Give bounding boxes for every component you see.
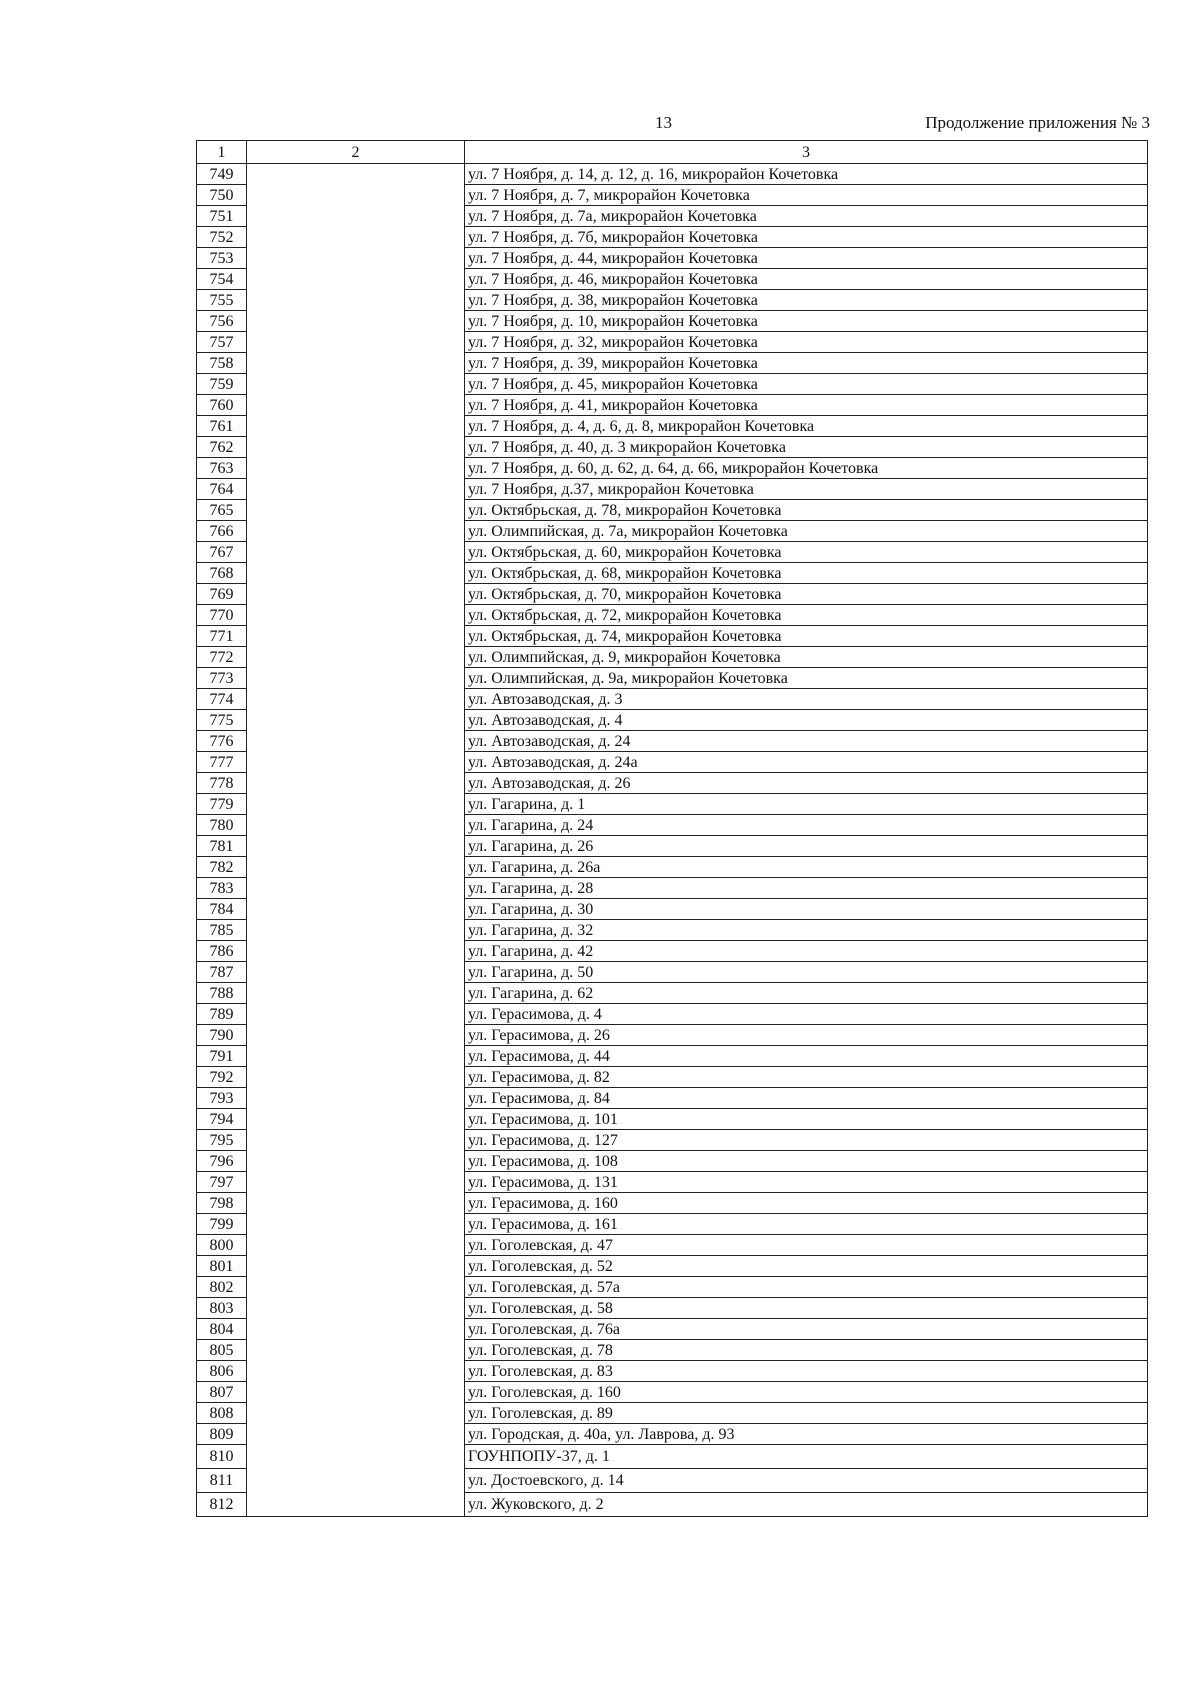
address-cell: ул. Октябрьская, д. 68, микрорайон Кочетовка <box>465 563 1148 584</box>
address-cell: ул. Герасимова, д. 160 <box>465 1193 1148 1214</box>
address-cell: ул. Автозаводская, д. 24 <box>465 731 1148 752</box>
row-number: 784 <box>197 899 247 920</box>
empty-cell <box>247 920 465 941</box>
row-number: 808 <box>197 1403 247 1424</box>
row-number: 756 <box>197 311 247 332</box>
empty-cell <box>247 668 465 689</box>
table-row <box>197 731 1148 752</box>
address-cell: ул. Октябрьская, д. 70, микрорайон Кочетовка <box>465 584 1148 605</box>
table-row <box>197 710 1148 731</box>
row-number: 759 <box>197 374 247 395</box>
address-cell: ул. 7 Ноября, д.37, микрорайон Кочетовка <box>465 479 1148 500</box>
empty-cell <box>247 1319 465 1340</box>
address-cell: ул. 7 Ноября, д. 46, микрорайон Кочетовка <box>465 269 1148 290</box>
empty-cell <box>247 500 465 521</box>
address-cell: ул. Октябрьская, д. 60, микрорайон Кочетовка <box>465 542 1148 563</box>
empty-cell <box>247 1445 465 1469</box>
empty-cell <box>247 1469 465 1493</box>
row-number: 790 <box>197 1025 247 1046</box>
row-number: 757 <box>197 332 247 353</box>
table-row <box>197 416 1148 437</box>
empty-cell <box>247 1298 465 1319</box>
address-cell: ул. Герасимова, д. 4 <box>465 1004 1148 1025</box>
row-number: 803 <box>197 1298 247 1319</box>
row-number: 796 <box>197 1151 247 1172</box>
empty-cell <box>247 584 465 605</box>
table-row <box>197 227 1148 248</box>
row-number: 810 <box>197 1445 247 1469</box>
row-number: 795 <box>197 1130 247 1151</box>
address-cell: ул. Гоголевская, д. 160 <box>465 1382 1148 1403</box>
table-row <box>197 1382 1148 1403</box>
empty-cell <box>247 1172 465 1193</box>
table-row <box>197 983 1148 1004</box>
row-number: 758 <box>197 353 247 374</box>
table-row <box>197 311 1148 332</box>
empty-cell <box>247 941 465 962</box>
row-number: 765 <box>197 500 247 521</box>
address-cell: ул. Гоголевская, д. 78 <box>465 1340 1148 1361</box>
table-row <box>197 1445 1148 1469</box>
table-row <box>197 1025 1148 1046</box>
address-cell: ул. 7 Ноября, д. 38, микрорайон Кочетовка <box>465 290 1148 311</box>
address-cell: ул. Автозаводская, д. 4 <box>465 710 1148 731</box>
row-number: 809 <box>197 1424 247 1445</box>
row-number: 763 <box>197 458 247 479</box>
empty-cell <box>247 794 465 815</box>
table-row <box>197 920 1148 941</box>
table-row <box>197 248 1148 269</box>
table-row <box>197 1130 1148 1151</box>
table-row <box>197 836 1148 857</box>
empty-cell <box>247 479 465 500</box>
row-number: 800 <box>197 1235 247 1256</box>
empty-cell <box>247 731 465 752</box>
empty-cell <box>247 710 465 731</box>
address-cell: ул. Достоевского, д. 14 <box>465 1469 1148 1493</box>
row-number: 811 <box>197 1469 247 1493</box>
address-cell: ул. Гоголевская, д. 57а <box>465 1277 1148 1298</box>
row-number: 797 <box>197 1172 247 1193</box>
address-cell: ул. Олимпийская, д. 9, микрорайон Кочетовка <box>465 647 1148 668</box>
row-number: 806 <box>197 1361 247 1382</box>
empty-cell <box>247 983 465 1004</box>
row-number: 750 <box>197 185 247 206</box>
empty-cell <box>247 1025 465 1046</box>
address-cell: ул. Гагарина, д. 24 <box>465 815 1148 836</box>
empty-cell <box>247 437 465 458</box>
table-row <box>197 647 1148 668</box>
table-row <box>197 1340 1148 1361</box>
address-cell: ул. 7 Ноября, д. 4, д. 6, д. 8, микрорайон Кочетовка <box>465 416 1148 437</box>
table-row <box>197 458 1148 479</box>
appendix-continuation-note: Продолжение приложения № 3 <box>925 113 1150 132</box>
address-cell: ул. 7 Ноября, д. 7, микрорайон Кочетовка <box>465 185 1148 206</box>
row-number: 749 <box>197 164 247 185</box>
address-cell: ул. Гоголевская, д. 47 <box>465 1235 1148 1256</box>
table-row <box>197 1256 1148 1277</box>
address-cell: ул. Гагарина, д. 42 <box>465 941 1148 962</box>
address-cell: ул. Автозаводская, д. 3 <box>465 689 1148 710</box>
address-cell: ул. Гоголевская, д. 76а <box>465 1319 1148 1340</box>
address-table <box>196 140 1148 1517</box>
empty-cell <box>247 605 465 626</box>
row-number: 764 <box>197 479 247 500</box>
table-row <box>197 773 1148 794</box>
row-number: 769 <box>197 584 247 605</box>
row-number: 753 <box>197 248 247 269</box>
empty-cell <box>247 626 465 647</box>
empty-cell <box>247 1151 465 1172</box>
table-row <box>197 563 1148 584</box>
row-number: 789 <box>197 1004 247 1025</box>
address-cell: ул. Жуковского, д. 2 <box>465 1493 1148 1517</box>
address-cell: ул. Октябрьская, д. 74, микрорайон Кочетовка <box>465 626 1148 647</box>
address-cell: ул. Гоголевская, д. 58 <box>465 1298 1148 1319</box>
empty-cell <box>247 1235 465 1256</box>
empty-cell <box>247 563 465 584</box>
row-number: 777 <box>197 752 247 773</box>
row-number: 752 <box>197 227 247 248</box>
empty-cell <box>247 1109 465 1130</box>
table-row <box>197 1235 1148 1256</box>
address-cell: ул. 7 Ноября, д. 39, микрорайон Кочетовка <box>465 353 1148 374</box>
empty-cell <box>247 290 465 311</box>
empty-cell <box>247 395 465 416</box>
empty-cell <box>247 899 465 920</box>
address-cell: ул. Олимпийская, д. 9а, микрорайон Кочетовка <box>465 668 1148 689</box>
address-cell: ул. Герасимова, д. 82 <box>465 1067 1148 1088</box>
row-number: 799 <box>197 1214 247 1235</box>
row-number: 788 <box>197 983 247 1004</box>
table-row <box>197 269 1148 290</box>
address-cell: ул. Герасимова, д. 26 <box>465 1025 1148 1046</box>
empty-cell <box>247 1130 465 1151</box>
empty-cell <box>247 353 465 374</box>
table-row <box>197 1361 1148 1382</box>
address-cell: ул. Гагарина, д. 26 <box>465 836 1148 857</box>
table-row <box>197 1403 1148 1424</box>
table-row <box>197 1277 1148 1298</box>
empty-cell <box>247 206 465 227</box>
empty-cell <box>247 1193 465 1214</box>
address-cell: ул. Герасимова, д. 101 <box>465 1109 1148 1130</box>
table-row <box>197 290 1148 311</box>
row-number: 751 <box>197 206 247 227</box>
table-row <box>197 353 1148 374</box>
row-number: 812 <box>197 1493 247 1517</box>
empty-cell <box>247 773 465 794</box>
empty-cell <box>247 1277 465 1298</box>
table-row <box>197 584 1148 605</box>
empty-cell <box>247 542 465 563</box>
empty-cell <box>247 752 465 773</box>
address-cell: ул. 7 Ноября, д. 41, микрорайон Кочетовка <box>465 395 1148 416</box>
row-number: 783 <box>197 878 247 899</box>
row-number: 779 <box>197 794 247 815</box>
table-row <box>197 374 1148 395</box>
row-number: 762 <box>197 437 247 458</box>
empty-cell <box>247 1256 465 1277</box>
row-number: 785 <box>197 920 247 941</box>
address-cell: ул. 7 Ноября, д. 44, микрорайон Кочетовка <box>465 248 1148 269</box>
address-cell: ул. Октябрьская, д. 78, микрорайон Кочетовка <box>465 500 1148 521</box>
row-number: 767 <box>197 542 247 563</box>
empty-cell <box>247 1088 465 1109</box>
table-row <box>197 1298 1148 1319</box>
address-cell: ул. 7 Ноября, д. 40, д. 3 микрорайон Кочетовка <box>465 437 1148 458</box>
row-number: 792 <box>197 1067 247 1088</box>
row-number: 805 <box>197 1340 247 1361</box>
table-row <box>197 815 1148 836</box>
empty-cell <box>247 227 465 248</box>
empty-cell <box>247 647 465 668</box>
address-cell: ул. Гагарина, д. 26а <box>465 857 1148 878</box>
table-row <box>197 1067 1148 1088</box>
table-row <box>197 395 1148 416</box>
address-cell: ул. Городская, д. 40а, ул. Лаврова, д. 93 <box>465 1424 1148 1445</box>
empty-cell <box>247 1493 465 1517</box>
table-row <box>197 1088 1148 1109</box>
table-row <box>197 962 1148 983</box>
address-cell: ул. Олимпийская, д. 7а, микрорайон Кочетовка <box>465 521 1148 542</box>
row-number: 773 <box>197 668 247 689</box>
table-row <box>197 1193 1148 1214</box>
row-number: 798 <box>197 1193 247 1214</box>
row-number: 793 <box>197 1088 247 1109</box>
row-number: 791 <box>197 1046 247 1067</box>
table-row <box>197 668 1148 689</box>
address-cell: ул. Герасимова, д. 108 <box>465 1151 1148 1172</box>
empty-cell <box>247 1340 465 1361</box>
address-table-body <box>197 141 1148 1517</box>
row-number: 786 <box>197 941 247 962</box>
address-cell: ул. Гагарина, д. 30 <box>465 899 1148 920</box>
row-number: 766 <box>197 521 247 542</box>
table-row <box>197 1046 1148 1067</box>
table-row <box>197 1493 1148 1517</box>
empty-cell <box>247 332 465 353</box>
table-row <box>197 521 1148 542</box>
row-number: 778 <box>197 773 247 794</box>
address-cell: ул. 7 Ноября, д. 45, микрорайон Кочетовка <box>465 374 1148 395</box>
table-row <box>197 941 1148 962</box>
table-row <box>197 164 1148 185</box>
address-cell: ул. Герасимова, д. 127 <box>465 1130 1148 1151</box>
table-row <box>197 206 1148 227</box>
address-cell: ул. Гоголевская, д. 89 <box>465 1403 1148 1424</box>
row-number: 768 <box>197 563 247 584</box>
address-cell: ул. Герасимова, д. 131 <box>465 1172 1148 1193</box>
page-number: 13 <box>655 113 672 132</box>
address-cell: ул. Герасимова, д. 161 <box>465 1214 1148 1235</box>
row-number: 774 <box>197 689 247 710</box>
row-number: 782 <box>197 857 247 878</box>
column-header-2: 2 <box>247 141 465 164</box>
row-number: 804 <box>197 1319 247 1340</box>
table-row <box>197 752 1148 773</box>
table-row <box>197 332 1148 353</box>
address-cell: ул. Автозаводская, д. 24а <box>465 752 1148 773</box>
row-number: 776 <box>197 731 247 752</box>
row-number: 802 <box>197 1277 247 1298</box>
row-number: 754 <box>197 269 247 290</box>
row-number: 794 <box>197 1109 247 1130</box>
table-row <box>197 1214 1148 1235</box>
empty-cell <box>247 185 465 206</box>
empty-cell <box>247 1424 465 1445</box>
empty-cell <box>247 416 465 437</box>
table-row <box>197 1469 1148 1493</box>
address-cell: ул. Гагарина, д. 1 <box>465 794 1148 815</box>
table-row <box>197 479 1148 500</box>
table-row <box>197 794 1148 815</box>
empty-cell <box>247 962 465 983</box>
empty-cell <box>247 1004 465 1025</box>
row-number: 781 <box>197 836 247 857</box>
address-cell: ул. 7 Ноября, д. 32, микрорайон Кочетовка <box>465 332 1148 353</box>
address-cell: ул. Октябрьская, д. 72, микрорайон Кочетовка <box>465 605 1148 626</box>
address-cell: ул. Гоголевская, д. 83 <box>465 1361 1148 1382</box>
address-cell: ул. Гагарина, д. 50 <box>465 962 1148 983</box>
row-number: 801 <box>197 1256 247 1277</box>
empty-cell <box>247 1361 465 1382</box>
empty-cell <box>247 878 465 899</box>
row-number: 770 <box>197 605 247 626</box>
table-row <box>197 626 1148 647</box>
empty-cell <box>247 374 465 395</box>
row-number: 772 <box>197 647 247 668</box>
address-cell: ул. 7 Ноября, д. 14, д. 12, д. 16, микрорайон Кочетовка <box>465 164 1148 185</box>
address-cell: ул. Гагарина, д. 32 <box>465 920 1148 941</box>
empty-cell <box>247 857 465 878</box>
address-cell: ул. 7 Ноября, д. 10, микрорайон Кочетовка <box>465 311 1148 332</box>
row-number: 780 <box>197 815 247 836</box>
empty-cell <box>247 269 465 290</box>
empty-cell <box>247 1214 465 1235</box>
address-cell: ул. Гагарина, д. 28 <box>465 878 1148 899</box>
empty-cell <box>247 248 465 269</box>
table-row <box>197 899 1148 920</box>
table-row <box>197 878 1148 899</box>
empty-cell <box>247 164 465 185</box>
table-row <box>197 542 1148 563</box>
empty-cell <box>247 815 465 836</box>
address-cell: ул. Гагарина, д. 62 <box>465 983 1148 1004</box>
row-number: 760 <box>197 395 247 416</box>
address-cell: ул. Герасимова, д. 84 <box>465 1088 1148 1109</box>
table-row <box>197 1004 1148 1025</box>
row-number: 775 <box>197 710 247 731</box>
column-header-1: 1 <box>197 141 247 164</box>
table-row <box>197 500 1148 521</box>
empty-cell <box>247 1046 465 1067</box>
table-row <box>197 1151 1148 1172</box>
row-number: 755 <box>197 290 247 311</box>
table-row <box>197 1319 1148 1340</box>
empty-cell <box>247 1382 465 1403</box>
row-number: 807 <box>197 1382 247 1403</box>
table-row <box>197 1109 1148 1130</box>
table-row <box>197 1424 1148 1445</box>
address-cell: ул. Автозаводская, д. 26 <box>465 773 1148 794</box>
table-row <box>197 689 1148 710</box>
address-cell: ул. 7 Ноября, д. 7а, микрорайон Кочетовка <box>465 206 1148 227</box>
table-row <box>197 605 1148 626</box>
table-row <box>197 437 1148 458</box>
address-cell: ул. 7 Ноября, д. 7б, микрорайон Кочетовка <box>465 227 1148 248</box>
column-header-3: 3 <box>465 141 1148 164</box>
empty-cell <box>247 836 465 857</box>
row-number: 787 <box>197 962 247 983</box>
empty-cell <box>247 689 465 710</box>
header-row <box>197 141 1148 164</box>
address-cell: ул. Гоголевская, д. 52 <box>465 1256 1148 1277</box>
address-cell: ул. 7 Ноября, д. 60, д. 62, д. 64, д. 66, микрорайон Кочетовка <box>465 458 1148 479</box>
empty-cell <box>247 458 465 479</box>
table-row <box>197 1172 1148 1193</box>
row-number: 761 <box>197 416 247 437</box>
empty-cell <box>247 521 465 542</box>
address-cell: ул. Герасимова, д. 44 <box>465 1046 1148 1067</box>
address-cell: ГОУНПОПУ-37, д. 1 <box>465 1445 1148 1469</box>
row-number: 771 <box>197 626 247 647</box>
table-row <box>197 857 1148 878</box>
table-row <box>197 185 1148 206</box>
empty-cell <box>247 1067 465 1088</box>
empty-cell <box>247 1403 465 1424</box>
empty-cell <box>247 311 465 332</box>
